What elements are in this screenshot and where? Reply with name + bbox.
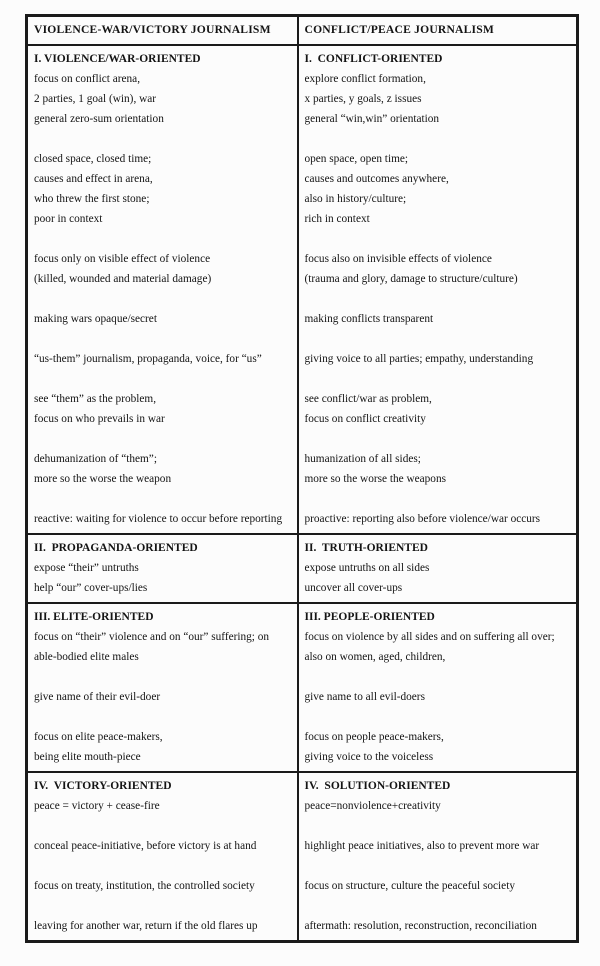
- paragraph: [34, 687, 291, 707]
- section-IV-right-cell: [298, 772, 578, 942]
- paragraph: [34, 916, 291, 936]
- text-line: focus on “their” violence and on “our” suffering; on: [34, 631, 270, 643]
- text-line: able-bodied elite males: [34, 651, 139, 663]
- text-line: conceal peace-initiative, before victory is at hand: [34, 840, 257, 852]
- paragraph: [305, 627, 571, 667]
- paragraph: [34, 727, 291, 767]
- text-line: focus on treaty, institution, the controlled society: [34, 880, 255, 892]
- paragraph: [34, 249, 291, 289]
- text-line: proactive: reporting also before violence/war occurs: [304, 513, 541, 525]
- paragraph: [34, 389, 291, 429]
- paragraph: [34, 876, 291, 896]
- section-heading: II. PROPAGANDA-ORIENTED: [34, 542, 198, 554]
- text-line: focus on elite peace-makers,: [34, 731, 163, 743]
- text-line: (trauma and glory, damage to structure/culture): [304, 273, 518, 285]
- text-line: rich in context: [304, 213, 370, 225]
- section-IV-left-cell: [27, 772, 298, 942]
- paragraph: [305, 836, 571, 856]
- paragraph: [305, 916, 571, 936]
- text-line: focus only on visible effect of violence: [34, 253, 211, 265]
- section-I-left-cell: [27, 45, 298, 534]
- section-row-IV: [27, 772, 578, 942]
- paragraph: [34, 449, 291, 489]
- paragraph: [34, 69, 291, 129]
- text-line: general zero-sum orientation: [34, 113, 164, 125]
- text-line: peace=nonviolence+creativity: [304, 800, 441, 812]
- paragraph: [305, 389, 571, 429]
- section-I-right-cell: [298, 45, 578, 534]
- text-line: see “them” as the problem,: [34, 393, 157, 405]
- text-line: humanization of all sides;: [304, 453, 421, 465]
- paragraph: [34, 558, 291, 598]
- section-heading: II. TRUTH-ORIENTED: [304, 542, 428, 554]
- paragraph: [305, 249, 571, 289]
- paragraph: [305, 349, 571, 369]
- text-line: making wars opaque/secret: [34, 313, 157, 325]
- table-header-row: [27, 16, 578, 46]
- text-line: explore conflict formation,: [304, 73, 426, 85]
- section-II-left-cell: [27, 534, 298, 603]
- text-line: focus on conflict arena,: [34, 73, 141, 85]
- paragraph: [34, 349, 291, 369]
- text-line: focus on people peace-makers,: [304, 731, 444, 743]
- text-line: help “our” cover-ups/lies: [34, 582, 148, 594]
- section-heading: IV. VICTORY-ORIENTED: [34, 780, 172, 792]
- text-line: “us-them” journalism, propaganda, voice, for “us”: [34, 353, 262, 365]
- text-line: general “win,win” orientation: [304, 113, 440, 125]
- text-line: reactive: waiting for violence to occur before reporting: [34, 513, 283, 525]
- paragraph: [34, 309, 291, 329]
- section-heading: IV. SOLUTION-ORIENTED: [304, 780, 451, 792]
- section-II-right-cell: [298, 534, 578, 603]
- text-line: causes and outcomes anywhere,: [304, 173, 449, 185]
- text-line: making conflicts transparent: [304, 313, 434, 325]
- text-line: expose untruths on all sides: [304, 562, 430, 574]
- text-line: uncover all cover-ups: [304, 582, 403, 594]
- text-line: leaving for another war, return if the old flares up: [34, 920, 258, 932]
- text-line: giving voice to the voiceless: [304, 751, 434, 763]
- paragraph: [305, 149, 571, 229]
- journalism-comparison-table: [25, 14, 579, 943]
- text-line: more so the worse the weapons: [304, 473, 446, 485]
- paragraph: [305, 309, 571, 329]
- text-line: highlight peace initiatives, also to prevent more war: [304, 840, 540, 852]
- table-body: [27, 45, 578, 942]
- paragraph: [34, 509, 291, 529]
- text-line: give name of their evil-doer: [34, 691, 161, 703]
- paragraph: [34, 149, 291, 229]
- text-line: focus on conflict creativity: [304, 413, 426, 425]
- text-line: who threw the first stone;: [34, 193, 150, 205]
- section-heading: I. CONFLICT-ORIENTED: [304, 53, 443, 65]
- section-row-II: [27, 534, 578, 603]
- text-line: also on women, aged, children,: [304, 651, 446, 663]
- text-line: giving voice to all parties; empathy, understanding: [304, 353, 534, 365]
- paragraph: [305, 727, 571, 767]
- text-line: also in history/culture;: [304, 193, 407, 205]
- text-line: x parties, y goals, z issues: [304, 93, 422, 105]
- paragraph: [305, 558, 571, 598]
- text-line: aftermath: resolution, reconstruction, reconciliation: [304, 920, 537, 932]
- text-line: open space, open time;: [304, 153, 409, 165]
- paragraph: [305, 69, 571, 129]
- text-line: peace = victory + cease-fire: [34, 800, 160, 812]
- text-line: expose “their” untruths: [34, 562, 139, 574]
- text-line: dehumanization of “them”;: [34, 453, 157, 465]
- paragraph: [305, 449, 571, 489]
- section-heading: III. ELITE-ORIENTED: [34, 611, 154, 623]
- text-line: more so the worse the weapon: [34, 473, 172, 485]
- section-III-left-cell: [27, 603, 298, 772]
- text-line: closed space, closed time;: [34, 153, 152, 165]
- paragraph: [305, 796, 571, 816]
- text-line: 2 parties, 1 goal (win), war: [34, 93, 157, 105]
- text-line: focus on violence by all sides and on suffering all over;: [304, 631, 555, 643]
- paragraph: [34, 796, 291, 816]
- text-line: give name to all evil-doers: [304, 691, 425, 703]
- section-row-III: [27, 603, 578, 772]
- text-line: focus on structure, culture the peaceful society: [304, 880, 515, 892]
- text-line: (killed, wounded and material damage): [34, 273, 212, 285]
- header-cell-peace-journalism: CONFLICT/PEACE JOURNALISM: [298, 16, 578, 46]
- text-line: poor in context: [34, 213, 103, 225]
- paragraph: [305, 687, 571, 707]
- section-heading: III. PEOPLE-ORIENTED: [304, 611, 435, 623]
- text-line: being elite mouth-piece: [34, 751, 141, 763]
- text-line: see conflict/war as problem,: [304, 393, 432, 405]
- paragraph: [34, 836, 291, 856]
- text-line: focus on who prevails in war: [34, 413, 165, 425]
- section-III-right-cell: [298, 603, 578, 772]
- section-heading: I. VIOLENCE/WAR-ORIENTED: [34, 53, 201, 65]
- paragraph: [305, 509, 571, 529]
- text-line: focus also on invisible effects of violence: [304, 253, 492, 265]
- header-cell-war-journalism: VIOLENCE-WAR/VICTORY JOURNALISM: [27, 16, 298, 46]
- section-row-I: [27, 45, 578, 534]
- paragraph: [34, 627, 291, 667]
- paragraph: [305, 876, 571, 896]
- text-line: causes and effect in arena,: [34, 173, 153, 185]
